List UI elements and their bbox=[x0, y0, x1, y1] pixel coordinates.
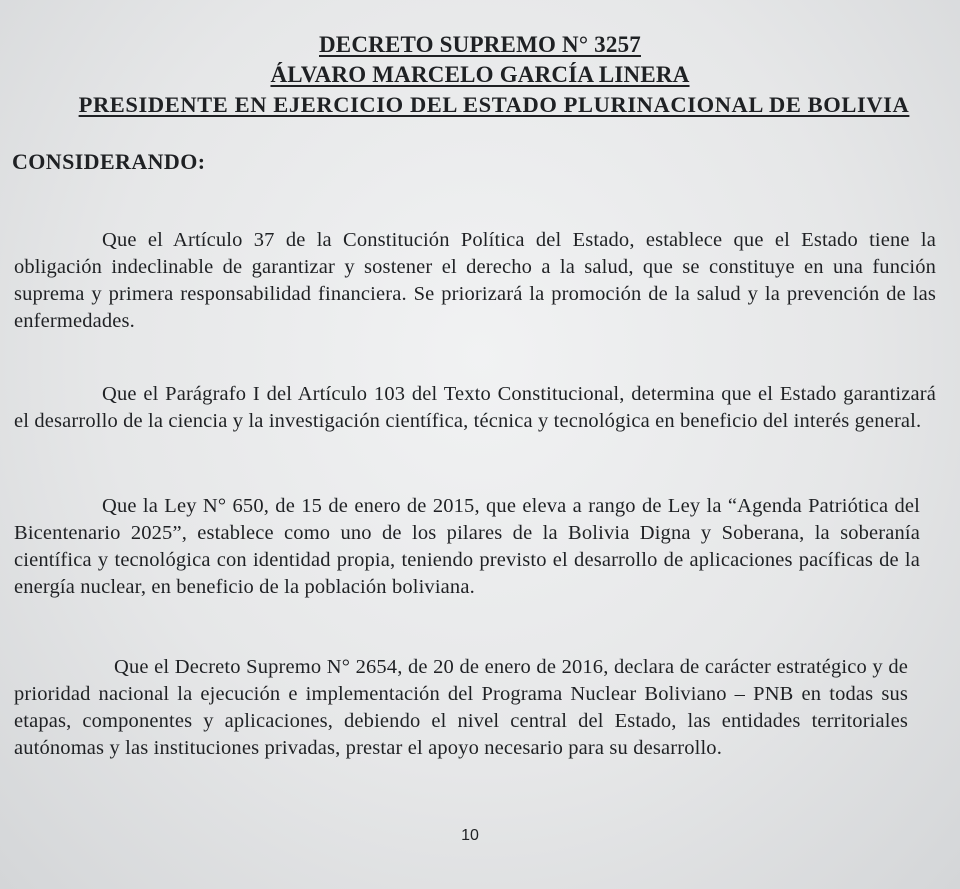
page-number: 10 bbox=[461, 827, 479, 844]
document-header bbox=[0, 30, 960, 120]
decree-title: DECRETO SUPREMO N° 3257 bbox=[319, 32, 641, 57]
president-name: ÁLVARO MARCELO GARCÍA LINERA bbox=[270, 62, 690, 87]
considerando-heading: CONSIDERANDO: bbox=[12, 149, 206, 174]
paragraph-article-37: Que el Artículo 37 de la Constitución Política del Estado, establece que el Estado tiene la obligación indeclinable de garantizar y sostener el derecho a la salud, que se constituye en una función suprema y primera responsabilidad financiera. Se priorizará la promoción de la salud y la prevención de las enfermedades. bbox=[14, 228, 936, 332]
paragraph-ley-650: Que la Ley N° 650, de 15 de enero de 2015, que eleva a rango de Ley la “Agenda Patriótica del Bicentenario 2025”, establece como uno de los pilares de la Bolivia Digna y Soberana, la soberanía científica y tecnológica con identidad propia, teniendo previsto el desarrollo de aplicaciones pacíficas de la energía nuclear, en beneficio de la población boliviana. bbox=[14, 494, 920, 598]
paragraph-article-103: Que el Parágrafo I del Artículo 103 del Texto Constitucional, determina que el Estado garantizará el desarrollo de la ciencia y la investigación científica, técnica y tecnológica en beneficio del interés general. bbox=[14, 382, 936, 432]
office-title: PRESIDENTE EN EJERCICIO DEL ESTADO PLURINACIONAL DE BOLIVIA bbox=[78, 92, 910, 117]
paragraph-decreto-2654: Que el Decreto Supremo N° 2654, de 20 de enero de 2016, declara de carácter estratégico y de prioridad nacional la ejecución e implementación del Programa Nuclear Boliviano – PNB en todas sus etapas, componentes y aplicaciones, debiendo el nivel central del Estado, las entidades territoriales autónomas y las instituciones privadas, prestar el apoyo necesario para su desarrollo. bbox=[14, 655, 908, 759]
